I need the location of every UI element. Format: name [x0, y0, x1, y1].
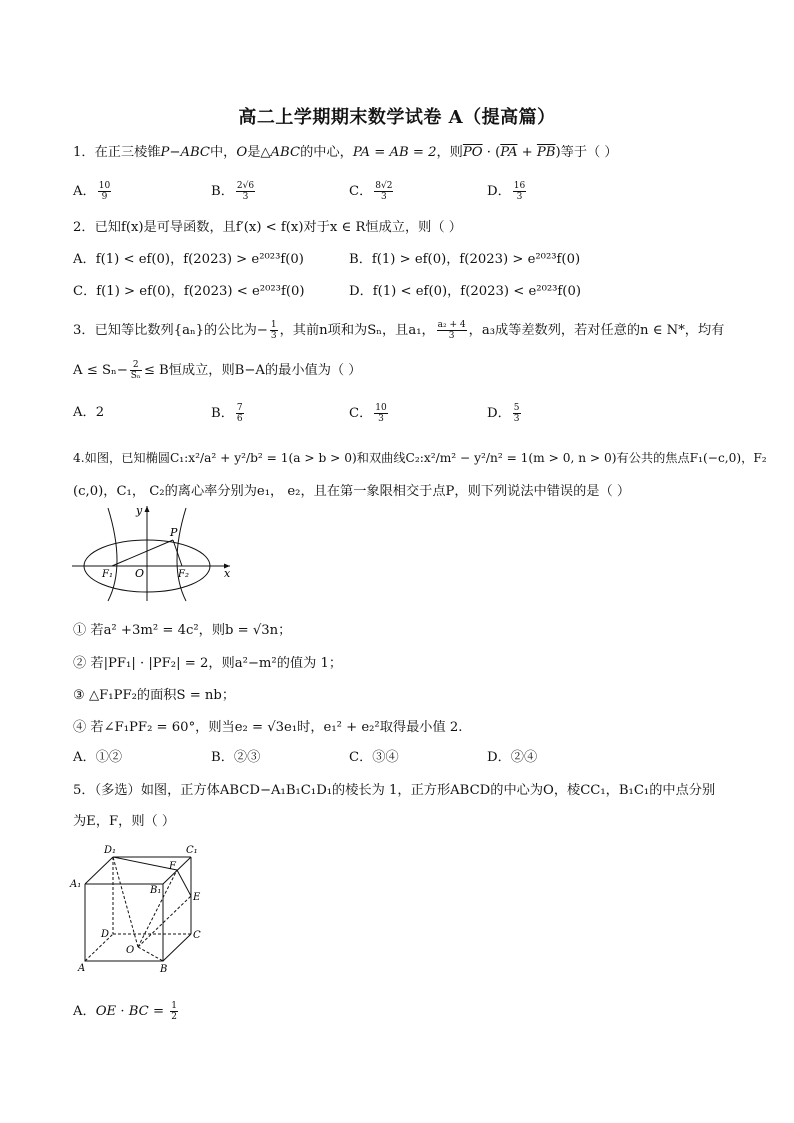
question-2-option-b: B．f(1) > ef(0)，f(2023) > e²⁰²³f(0) [349, 252, 581, 267]
question-4-statement-1: ① 若a² +3m² = 4c²，则b = √3n； [73, 623, 292, 638]
question-2-option-a: A．f(1) < ef(0)，f(2023) > e²⁰²³f(0) [73, 252, 304, 267]
question-4-line-2: (c,0)，C₁， C₂的离心率分别为e₁， e₂，且在第一象限相交于点P，则下列说法中错误的是（ ） [73, 484, 631, 499]
question-4-statement-2: ② 若|PF₁| · |PF₂| = 2，则a²−m²的值为 1； [73, 656, 343, 671]
label-x: x [224, 567, 231, 580]
fraction: $\frac{7}{6}$ [236, 403, 243, 424]
label-y: y [136, 504, 143, 517]
question-2-option-d: D．f(1) < ef(0)，f(2023) < e²⁰²³f(0) [349, 284, 581, 299]
edge-a1d1 [85, 857, 113, 884]
question-4-option-b: B．②③ [211, 750, 261, 765]
label-o: O [135, 567, 145, 580]
label-d1: D₁ [104, 845, 117, 856]
question-1-stem: 1．在正三棱锥P−ABC中，O是△ABC的中心，PA = AB = 2，则$\overline{PO} \cdot (\overline{PA} + \overline{PB})$等于（ ） [73, 145, 618, 160]
question-2-stem: 2．已知f(x)是可导函数，且f′(x) < f(x)对于x ∈ R恒成立，则（ ） [73, 220, 462, 235]
segment-of [138, 870, 177, 947]
question-1-option-b: B． $\frac{2√6}{3}$ [211, 181, 255, 202]
question-3-option-b: B． $\frac{7}{6}$ [211, 403, 243, 424]
question-3-option-a: A．2 [73, 405, 105, 420]
question-3-line-2: A ≤ Sₙ− $\frac{2}{\text{Sₙ}}$ ≤ B恒成立，则B−A的最小值为（ ） [73, 360, 362, 381]
question-4-statement-3: ③ △F₁PF₂的面积S = nb； [73, 688, 236, 703]
segment-fe [177, 870, 191, 896]
segment-ob [138, 947, 163, 961]
y-axis-arrow [145, 506, 150, 512]
label-o: O [126, 945, 135, 956]
fraction: $\frac{16}{3}$ [513, 181, 526, 202]
label-b: B [160, 964, 168, 975]
page-title: 高二上学期期末数学试卷 A（提高篇） [238, 107, 556, 128]
segment-pf1 [112, 540, 173, 566]
ellipse-hyperbola-figure [70, 503, 240, 603]
question-5-line-2: 为E，F，则（ ） [73, 814, 176, 829]
segment-oe [138, 896, 191, 947]
question-3-option-d: D． $\frac{5}{3}$ [487, 403, 520, 424]
fraction: $\frac{10}{3}$ [375, 403, 387, 424]
label-p: P [170, 526, 178, 539]
edge-bc [163, 934, 191, 961]
question-4-option-d: D．②④ [487, 750, 538, 765]
label-f2: F₂ [178, 569, 189, 580]
question-5-option-a: A．OE · BC = $\frac{1}{2}$ [73, 1001, 177, 1022]
fraction: $\frac{\text{a₂ + 4}}{3}$ [437, 320, 466, 341]
fraction: $\frac{5}{3}$ [513, 403, 520, 424]
label-a1: A₁ [70, 879, 82, 890]
label-a: A [78, 963, 86, 974]
fraction: $\frac{1}{3}$ [270, 320, 277, 341]
label-d: D [101, 929, 110, 940]
question-3-option-c: C． $\frac{10}{3}$ [349, 403, 387, 424]
question-1-option-c: C． $\frac{8√2}{3}$ [349, 181, 393, 202]
question-3-line-1: 3．已知等比数列{aₙ}的公比为− $\frac{1}{3}$ ，其前n项和为Sₙ，且a₁， $\frac{\text{a₂ + 4}}{3}$ ，a₃成等差数列，若对任意的n ∈ N*，均有 [73, 320, 725, 341]
question-5-line-1: 5．（多选）如图，正方体ABCD−A₁B₁C₁D₁的棱长为 1，正方形ABCD的中心为O，棱CC₁，B₁C₁的中点分别 [73, 783, 716, 798]
question-4-option-a: A．①② [73, 750, 123, 765]
segment-d1f [113, 857, 177, 870]
question-1-option-a: A． $\frac{10}{9}$ [73, 181, 111, 202]
cube-figure [68, 840, 218, 975]
fraction: $\frac{8√2}{3}$ [375, 181, 393, 202]
question-4-line-1: 4.如图，已知椭圆C₁:x²/a² + y²/b² = 1(a > b > 0)和双曲线C₂:x²/m² − y²/n² = 1(m > 0, n > 0)有公共的焦点F₁(−c,0)，F₂ [73, 451, 767, 465]
fraction: $\frac{2}{\text{Sₙ}}$ [130, 360, 141, 381]
question-4-option-c: C．③④ [349, 750, 399, 765]
question-1-option-d: D． $\frac{16}{3}$ [487, 181, 526, 202]
label-c1: C₁ [186, 845, 198, 856]
label-f: F [169, 861, 176, 872]
fraction: $\frac{10}{9}$ [98, 181, 111, 202]
question-4-statement-4: ④ 若∠F₁PF₂ = 60°，则当e₂ = √3e₁时，e₁² + e₂²取得最小值 2. [73, 720, 463, 735]
label-c: C [193, 930, 201, 941]
fraction: $\frac{1}{2}$ [171, 1001, 177, 1022]
label-e: E [193, 892, 201, 903]
label-b1: B₁ [150, 885, 162, 896]
fraction: $\frac{2√6}{3}$ [236, 181, 255, 202]
label-f1: F₁ [102, 569, 113, 580]
question-2-option-c: C．f(1) > ef(0)，f(2023) < e²⁰²³f(0) [73, 284, 305, 299]
